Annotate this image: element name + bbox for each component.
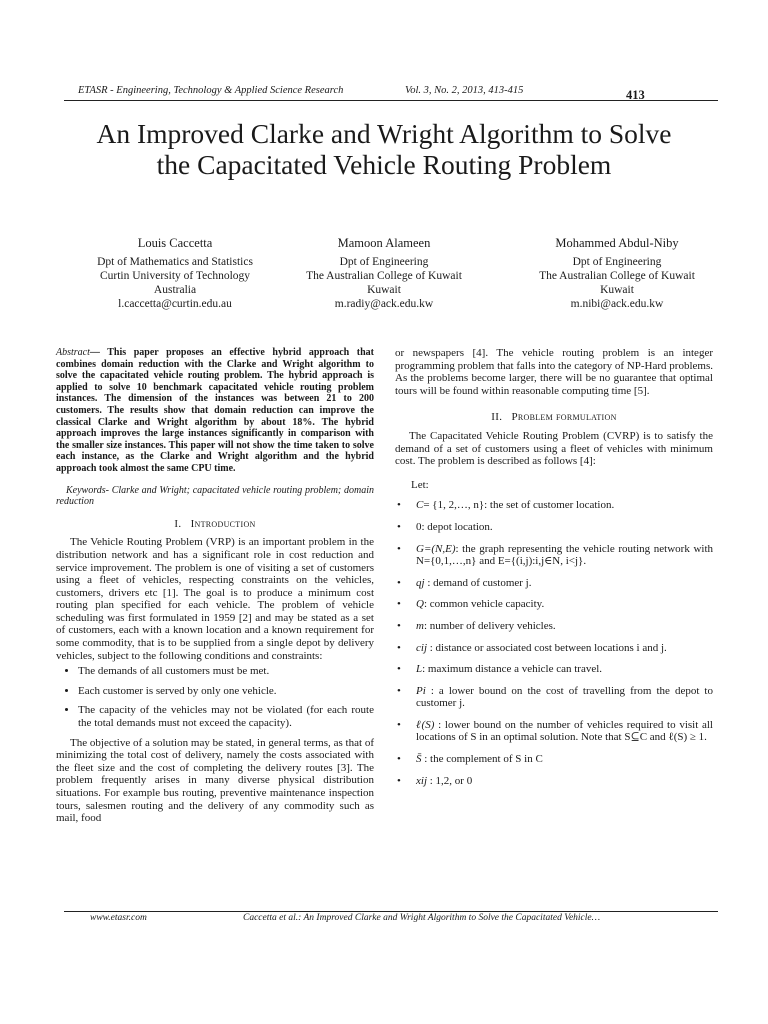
author-country: Kuwait: [367, 284, 401, 296]
notation-list: [395, 499, 713, 787]
section-numeral: I.: [174, 517, 182, 530]
section-heading-problem-formulation: [395, 411, 713, 424]
constraints-list: [56, 665, 374, 729]
author-dept: Dpt of Engineering: [572, 256, 662, 268]
section-initial: I: [190, 517, 195, 530]
formulation-paragraph: The Capacitated Vehicle Routing Problem (CVRP) is to satisfy the demand of a set of customers using a fleet of vehicles with minimum cost. The problem is described as follows [4]:: [395, 429, 713, 468]
footer-rule: [64, 911, 718, 912]
definition: : distance or associated cost between locations i and j.: [427, 641, 667, 654]
list-item: • C= {1, 2,…, n}: the set of customer location.: [397, 499, 615, 512]
definition: : demand of customer j.: [424, 576, 532, 589]
let-label: Let:: [411, 478, 429, 491]
list-item: • G=(N,E): the graph representing the vehicle routing network with N={0,1,…,n} and E={(i,j):i,j∈N, i<j}.: [397, 542, 713, 568]
volume-info: Vol. 3, No. 2, 2013, 413-415: [405, 85, 524, 96]
header-rule: [64, 100, 718, 101]
list-item: • cij : distance or associated cost between locations i and j.: [397, 641, 667, 654]
definition: : 1,2, or 0: [427, 774, 473, 787]
list-item: • Each customer is served by only one vehicle.: [78, 685, 374, 698]
author-email: m.nibi@ack.edu.kw: [570, 298, 664, 310]
section-title-rest: roblem formulation: [517, 411, 617, 424]
right-column: [395, 347, 713, 796]
symbol: G=(N,E): [416, 542, 456, 555]
list-item: • xij : 1,2, or 0: [397, 774, 473, 787]
intro-paragraph-continued: or newspapers [4]. The vehicle routing problem is an integer programming problem that falls into the category of NP-Hard problems. As the problems become larger, there will be no guarantee that optimal tours will be found within reasonable computing time [5].: [395, 347, 713, 397]
symbol: S̄: [416, 753, 422, 766]
left-column: [56, 347, 374, 825]
author-country: Kuwait: [600, 284, 634, 296]
title-line-2: the Capacitated Vehicle Routing Problem: [156, 149, 612, 180]
list-item: • The capacity of the vehicles may not be violated (for each route the total demands must not exceed the capacity).: [78, 704, 374, 729]
symbol: Pi: [416, 684, 426, 697]
abstract: [56, 347, 374, 475]
section-initial: P: [511, 411, 518, 424]
author-dept: Dpt of Engineering: [339, 256, 429, 268]
symbol: qj: [416, 576, 425, 589]
author-institution: The Australian College of Kuwait: [539, 270, 695, 282]
symbol: cij: [416, 641, 427, 654]
symbol: Q: [416, 598, 424, 611]
author-name: Louis Caccetta: [137, 236, 213, 250]
list-item: • The demands of all customers must be met.: [78, 665, 374, 678]
symbol: L: [416, 663, 423, 676]
author-name: Mamoon Alameen: [337, 236, 431, 250]
intro-paragraph-2: The objective of a solution may be stated, in general terms, as that of minimizing the total cost of delivery, namely the costs associated with the fleet size and the cost of completing the delivery routes [3]. The problem frequently arises in many diverse physical distribution situations. For example bus routing, preventive maintenance inspection tours, salesmen routing and the delivery of any commodity such as mail, food: [56, 736, 374, 825]
footer-citation: Caccetta et al.: An Improved Clarke and Wright Algorithm to Solve the Capacitated Vehicle…: [243, 913, 601, 923]
definition: : lower bound on the number of vehicles required to visit all locations of S in an optimal solution. Note that S⊆C and ℓ(S) ≥ 1.: [416, 718, 713, 744]
definition: : a lower bound on the cost of travelling from the depot to customer j.: [416, 684, 713, 710]
list-item: • Q: common vehicle capacity.: [397, 598, 545, 611]
abstract-label: Abstract: [56, 347, 90, 358]
symbol: xij: [416, 774, 427, 787]
list-item: • ℓ(S) : lower bound on the number of vehicles required to visit all locations of S in an optimal solution. Note that S⊆C and ℓ(S) ≥ 1.: [397, 718, 713, 744]
definition: : maximum distance a vehicle can travel.: [422, 663, 603, 676]
page-number: 413: [626, 88, 645, 102]
author-2: [264, 236, 504, 311]
author-email: m.radiy@ack.edu.kw: [334, 298, 434, 310]
paper-title: [40, 118, 728, 180]
footer-website: www.etasr.com: [90, 913, 147, 923]
definition: : the graph representing the vehicle routing network with N={0,1,…,n} and E={(i,j):i,j∈N, i<j}.: [416, 542, 713, 568]
list-item: • L: maximum distance a vehicle can travel.: [397, 663, 603, 676]
section-heading-introduction: [56, 518, 374, 531]
author-1: [55, 236, 295, 311]
symbol: m: [416, 619, 424, 632]
list-item: • S̄ : the complement of S in C: [397, 753, 543, 766]
list-item: • m: number of delivery vehicles.: [397, 619, 556, 632]
keywords: Keywords- Clarke and Wright; capacitated vehicle routing problem; domain reduction: [56, 484, 374, 508]
author-email: l.caccetta@curtin.edu.au: [118, 298, 232, 310]
author-3: [497, 236, 737, 311]
definition: = {1, 2,…, n}: the set of customer location.: [423, 499, 615, 512]
author-country: Australia: [153, 284, 197, 296]
list-item: • 0: depot location.: [397, 520, 493, 533]
author-institution: Curtin University of Technology: [99, 270, 251, 282]
symbol: ℓ(S): [416, 718, 435, 731]
author-institution: The Australian College of Kuwait: [306, 270, 462, 282]
intro-paragraph-1: The Vehicle Routing Problem (VRP) is an important problem in the distribution network and has a significant role in cost reduction and service improvement. The problem is one of visiting a set of customers using a fleet of vehicles, respecting constraints on the vehicles, customers, drivers etc [1]. The goal is to produce a minimum cost routing plan specified for each vehicle. The problem of vehicle scheduling was first formulated in 1959 [2] and may be stated as a set of customers, each with a known location and a known requirement for some commodity, that is to be supplied from a single depot by delivery vehicles, subject to the following conditions and constraints:: [56, 536, 374, 662]
abstract-text: — This paper proposes an effective hybrid approach that combines domain reduction with the Clarke and Wright algorithm to solve the capacitated vehicle routing problem. The hybrid approach is applied to solve 10 benchmark capacitated vehicle routing problem instances. The dimension of the instances was between 21 to 200 customers. The results show that domain reduction can improve the classical Clarke and Wright algorithm by about 18%. The hybrid approach improves the large instances significantly in comparison with the smaller size instances. This paper will not show the time taken to solve each instance, as the Clarke and Wright algorithm and the hybrid approach took almost the same CPU time.: [56, 347, 374, 474]
definition: : number of delivery vehicles.: [423, 619, 556, 632]
title-line-1: An Improved Clarke and Wright Algorithm to Solve: [96, 118, 672, 149]
definition: : the complement of S in C: [421, 753, 543, 766]
author-name: Mohammed Abdul-Niby: [555, 236, 679, 250]
author-dept: Dpt of Mathematics and Statistics: [97, 256, 253, 268]
list-item: • qj : demand of customer j.: [397, 576, 532, 589]
definition: : depot location.: [421, 520, 493, 533]
definition: : common vehicle capacity.: [423, 598, 545, 611]
list-item: • Pi : a lower bound on the cost of travelling from the depot to customer j.: [397, 684, 713, 710]
symbol: 0: [416, 520, 422, 533]
symbol: C: [416, 499, 424, 512]
journal-name: ETASR - Engineering, Technology & Applied Science Research: [78, 85, 344, 96]
section-numeral: II.: [491, 411, 503, 424]
section-title-rest: ntroduction: [194, 517, 256, 530]
